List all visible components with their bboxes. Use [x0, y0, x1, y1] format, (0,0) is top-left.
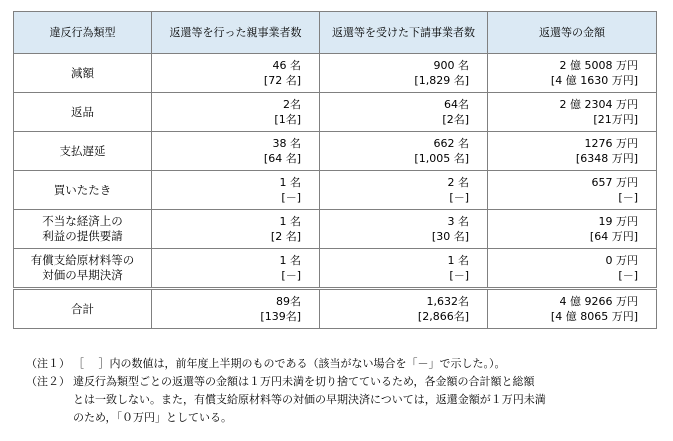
current-value: 3 名: [447, 215, 469, 228]
parent-count-cell: [152, 210, 320, 249]
previous-value: [－]: [449, 269, 469, 282]
current-value: 900 名: [433, 59, 469, 72]
subcontractor-count-cell: [320, 289, 488, 329]
previous-value: [1,005 名]: [414, 152, 469, 165]
footnote-2-continued: とは一致しない。また，有償支給原材料等の対価の早期決済については，返還金額が１万円未満: [73, 393, 546, 406]
current-value: 4 億 9266 万円: [559, 295, 638, 308]
amount-cell: [488, 132, 657, 171]
table-row: [14, 132, 657, 171]
table-row: [14, 54, 657, 93]
footnote-key: （注２）: [26, 375, 70, 388]
previous-value: [4 億 8065 万円]: [550, 310, 638, 323]
violation-type-cell: [14, 93, 152, 132]
violation-type-label: 不当な経済上の: [42, 214, 123, 228]
footnote-1: [26, 355, 666, 373]
parent-count-cell: [152, 93, 320, 132]
amount-cell: [488, 93, 657, 132]
violation-type-label: 返品: [71, 104, 94, 119]
subcontractor-count-cell: [320, 132, 488, 171]
table-header: [14, 12, 657, 54]
previous-value: [1名]: [274, 113, 301, 126]
amount-cell: [488, 171, 657, 210]
header-row: [14, 12, 657, 54]
previous-value: [6348 万円]: [575, 152, 638, 165]
previous-value: [72 名]: [263, 74, 301, 87]
header-subcontractor-count: 返還等を受けた下請事業者数: [320, 12, 488, 54]
total-label: 合計: [71, 301, 94, 316]
violation-type-cell: [14, 54, 152, 93]
current-value: 19 万円: [598, 215, 638, 228]
previous-value: [21万円]: [593, 113, 638, 126]
violation-type-cell: [14, 289, 152, 329]
previous-value: [4 億 1630 万円]: [550, 74, 638, 87]
header-violation-type: 違反行為類型: [14, 12, 152, 54]
current-value: 46 名: [272, 59, 301, 72]
current-value: 2 億 5008 万円: [559, 59, 638, 72]
previous-value: [2,866名]: [417, 310, 469, 323]
current-value: 1 名: [279, 176, 301, 189]
previous-value: [1,829 名]: [414, 74, 469, 87]
table-row: [14, 93, 657, 132]
previous-value: [－]: [281, 269, 301, 282]
subcontractor-count-cell: [320, 210, 488, 249]
table-row: [14, 249, 657, 289]
current-value: 2名: [283, 98, 301, 111]
previous-value: [64 万円]: [589, 230, 638, 243]
current-value: 1 名: [279, 215, 301, 228]
previous-value: [－]: [618, 269, 638, 282]
footnote-2: [26, 373, 666, 391]
violation-type-label: 支払遅延: [59, 143, 106, 158]
footnote-key: （注１）: [26, 357, 70, 370]
violation-type-label: 有償支給原材料等の: [30, 253, 135, 267]
header-return-amount: 返還等の金額: [488, 12, 657, 54]
current-value: 2 名: [447, 176, 469, 189]
current-value: 64名: [444, 98, 469, 111]
previous-value: [－]: [281, 191, 301, 204]
violation-type-cell: [14, 132, 152, 171]
current-value: 38 名: [272, 137, 301, 150]
previous-value: [2 名]: [270, 230, 301, 243]
violation-type-label: 利益の提供要請: [42, 229, 123, 243]
parent-count-cell: [152, 249, 320, 289]
previous-value: [－]: [618, 191, 638, 204]
subcontractor-count-cell: [320, 93, 488, 132]
violation-type-label: 買いたたき: [53, 182, 112, 197]
violation-type-cell: [14, 210, 152, 249]
parent-count-cell: [152, 289, 320, 329]
footnotes: [26, 355, 666, 427]
amount-cell: [488, 54, 657, 93]
previous-value: [30 名]: [431, 230, 469, 243]
footnote-2-continued: のため，「０万円」としている。: [73, 411, 233, 424]
current-value: 662 名: [433, 137, 469, 150]
current-value: 1,632名: [426, 295, 469, 308]
current-value: 657 万円: [591, 176, 638, 189]
parent-count-cell: [152, 171, 320, 210]
amount-cell: [488, 289, 657, 329]
current-value: 1 名: [279, 254, 301, 267]
current-value: 2 億 2304 万円: [559, 98, 638, 111]
subcontractor-count-cell: [320, 171, 488, 210]
parent-count-cell: [152, 132, 320, 171]
parent-count-cell: [152, 54, 320, 93]
total-row: [14, 289, 657, 329]
violation-type-cell: [14, 249, 152, 289]
footnote-text: 違反行為類型ごとの返還等の金額は１万円未満を切り捨てているため，各金額の合計額と総額: [73, 375, 535, 388]
header-parent-count: 返還等を行った親事業者数: [152, 12, 320, 54]
violation-type-label: 対価の早期決済: [42, 268, 123, 282]
return-summary-table: [13, 11, 657, 329]
previous-value: [139名]: [260, 310, 301, 323]
current-value: 0 万円: [605, 254, 638, 267]
subcontractor-count-cell: [320, 249, 488, 289]
previous-value: [2名]: [442, 113, 469, 126]
table-row: [14, 210, 657, 249]
footnote-text: ［ ］内の数値は，前年度上半期のものである（該当がない場合を「－」で示した。）。: [73, 357, 506, 370]
amount-cell: [488, 249, 657, 289]
violation-type-label: 減額: [71, 65, 94, 80]
subcontractor-count-cell: [320, 54, 488, 93]
violation-type-cell: [14, 171, 152, 210]
previous-value: [－]: [449, 191, 469, 204]
current-value: 1 名: [447, 254, 469, 267]
table-body: [14, 54, 657, 329]
previous-value: [64 名]: [263, 152, 301, 165]
current-value: 1276 万円: [584, 137, 638, 150]
table-row: [14, 171, 657, 210]
amount-cell: [488, 210, 657, 249]
current-value: 89名: [276, 295, 301, 308]
